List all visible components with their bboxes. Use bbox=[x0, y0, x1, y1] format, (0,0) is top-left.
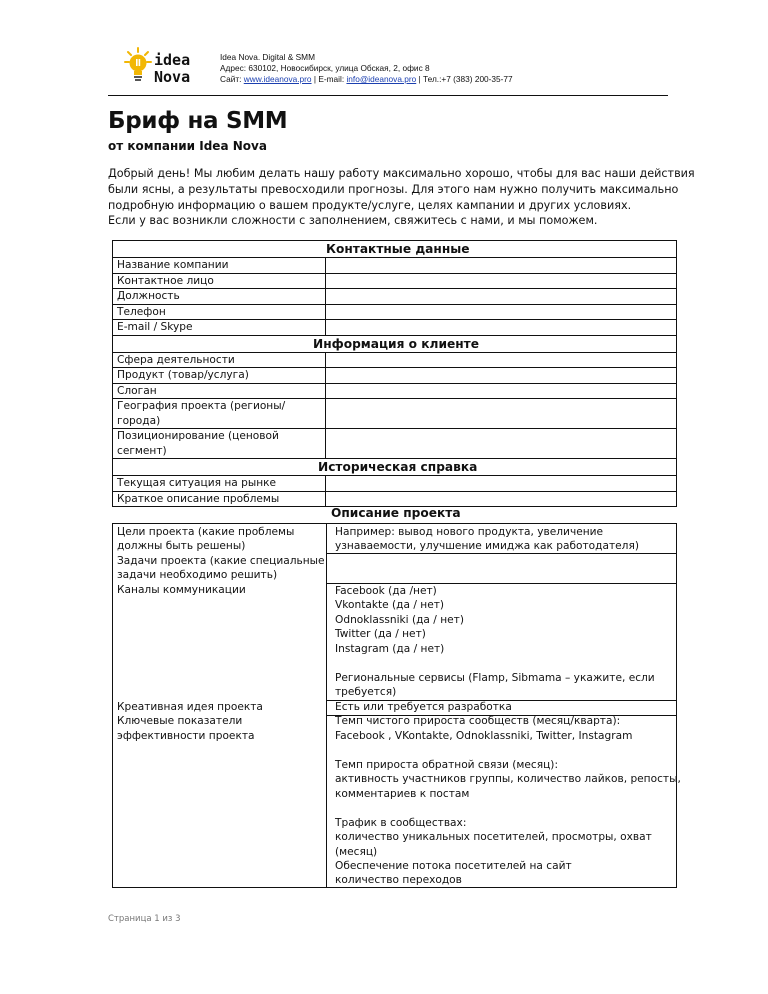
kpi-label: Ключевые показатели bbox=[117, 715, 243, 727]
tasks-label: Задачи проекта (какие специальные bbox=[117, 555, 325, 567]
table-row: Контактное лицо bbox=[113, 274, 676, 290]
idea-nova-logo bbox=[124, 46, 210, 88]
table-row: E-mail / Skype bbox=[113, 320, 676, 336]
goals-label-2: должны быть решены) bbox=[117, 540, 246, 552]
page-title: Бриф на SMM bbox=[108, 108, 288, 134]
table-row: География проекта (регионы/города) bbox=[113, 399, 676, 429]
answer-cell[interactable] bbox=[326, 476, 676, 492]
table-row: Название компании bbox=[113, 258, 676, 274]
answer-cell[interactable] bbox=[326, 384, 676, 400]
answer-cell[interactable] bbox=[326, 258, 676, 274]
creative-label: Креативная идея проекта bbox=[117, 701, 263, 713]
example-text: Например: вывод нового продукта, увеличение bbox=[335, 526, 604, 538]
section-project-heading: Описание проекта bbox=[331, 506, 461, 520]
kpi-traffic-3: (месяц) bbox=[335, 846, 378, 858]
table-row: Телефон bbox=[113, 305, 676, 321]
page-footer: Страница 1 из 3 bbox=[108, 914, 181, 924]
answer-cell[interactable] bbox=[326, 399, 676, 429]
company-contacts: Сайт: www.ideanova.pro | E-mail: info@ideanova.pro | Тел.:+7 (383) 200-35-77 bbox=[220, 74, 513, 84]
channel-twitter: Twitter (да / нет) bbox=[335, 628, 426, 640]
kpi-traffic-2: количество уникальных посетителей, просмотры, охват bbox=[335, 831, 652, 843]
project-table bbox=[112, 523, 681, 888]
kpi-feedback-3: комментариев к постам bbox=[335, 788, 470, 800]
creative-answer: Есть или требуется разработка bbox=[335, 701, 512, 713]
channel-instagram: Instagram (да / нет) bbox=[335, 643, 445, 655]
kpi-traffic-5: количество переходов bbox=[335, 874, 462, 886]
answer-cell[interactable] bbox=[326, 368, 676, 384]
answer-cell[interactable] bbox=[326, 429, 676, 459]
page-subtitle: от компании Idea Nova bbox=[108, 139, 267, 153]
kpi-growth-2: Facebook , VKontakte, Odnoklassniki, Twitter, Instagram bbox=[335, 730, 633, 742]
channel-vkontakte: Vkontakte (да / нет) bbox=[335, 599, 445, 611]
channel-odnoklassniki: Odnoklassniki (да / нет) bbox=[335, 614, 464, 626]
intro-text: Добрый день! Мы любим делать нашу работу максимально хорошо, чтобы для вас наши действия были ясны, а результаты превосходили прогнозы. Для этого нам нужно получить максимально подробную информацию о вашем продукте/услуге, целях кампании и других условиях. Если у вас возникли сложности с заполнением, свяжитесь с нами, и мы поможем. bbox=[108, 167, 695, 228]
section-client-heading: Информация о клиенте bbox=[113, 336, 676, 353]
email-link[interactable]: info@ideanova.pro bbox=[346, 74, 417, 84]
answer-cell[interactable] bbox=[326, 353, 676, 369]
company-address: Адрес: 630102, Новосибирск, улица Обская, 2, офис 8 bbox=[220, 63, 430, 73]
table-row: Слоган bbox=[113, 384, 676, 400]
channels-label: Каналы коммуникации bbox=[117, 584, 246, 596]
lightbulb-icon bbox=[125, 48, 151, 81]
logo-word-idea: idea bbox=[154, 51, 191, 69]
kpi-traffic: Трафик в сообществах: bbox=[335, 817, 467, 829]
answer-cell[interactable] bbox=[326, 320, 676, 336]
goals-label: Цели проекта (какие проблемы bbox=[117, 526, 295, 538]
regional-services: Региональные сервисы (Flamp, Sibmama – укажите, если bbox=[335, 672, 655, 684]
table-row: Краткое описание проблемы bbox=[113, 492, 676, 507]
tasks-label-2: задачи необходимо решить) bbox=[117, 569, 278, 581]
table-row: Сфера деятельности bbox=[113, 353, 676, 369]
answer-cell[interactable] bbox=[326, 305, 676, 321]
section-history-heading: Историческая справка bbox=[113, 459, 676, 476]
answer-cell[interactable] bbox=[326, 274, 676, 290]
table-row: Позиционирование (ценовой сегмент) bbox=[113, 429, 676, 459]
regional-services-2: требуется) bbox=[335, 686, 397, 698]
table-row: Должность bbox=[113, 289, 676, 305]
company-info bbox=[220, 52, 513, 85]
section-contact-heading: Контактные данные bbox=[113, 241, 676, 258]
example-text-2: узнаваемости, улучшение имиджа как работодателя) bbox=[335, 540, 639, 552]
channel-facebook: Facebook (да /нет) bbox=[335, 585, 437, 597]
column-divider bbox=[326, 524, 327, 887]
kpi-traffic-4: Обеспечение потока посетителей на сайт bbox=[335, 860, 572, 872]
logo-word-nova: Nova bbox=[154, 68, 191, 86]
answer-cell[interactable] bbox=[326, 492, 676, 507]
client-info-table bbox=[112, 240, 677, 507]
kpi-feedback-2: активность участников группы, количество лайков, репосты, bbox=[335, 773, 681, 785]
table-row: Текущая ситуация на рынке bbox=[113, 476, 676, 492]
answer-cell[interactable] bbox=[326, 289, 676, 305]
header-divider bbox=[108, 95, 668, 96]
table-row: Продукт (товар/услуга) bbox=[113, 368, 676, 384]
kpi-feedback: Темп прироста обратной связи (месяц): bbox=[335, 759, 559, 771]
kpi-label-2: эффективности проекта bbox=[117, 730, 255, 742]
kpi-growth: Темп чистого прироста сообществ (месяц/кварта): bbox=[335, 715, 621, 727]
site-link[interactable]: www.ideanova.pro bbox=[243, 74, 312, 84]
company-name: Idea Nova. Digital & SMM bbox=[220, 52, 315, 62]
